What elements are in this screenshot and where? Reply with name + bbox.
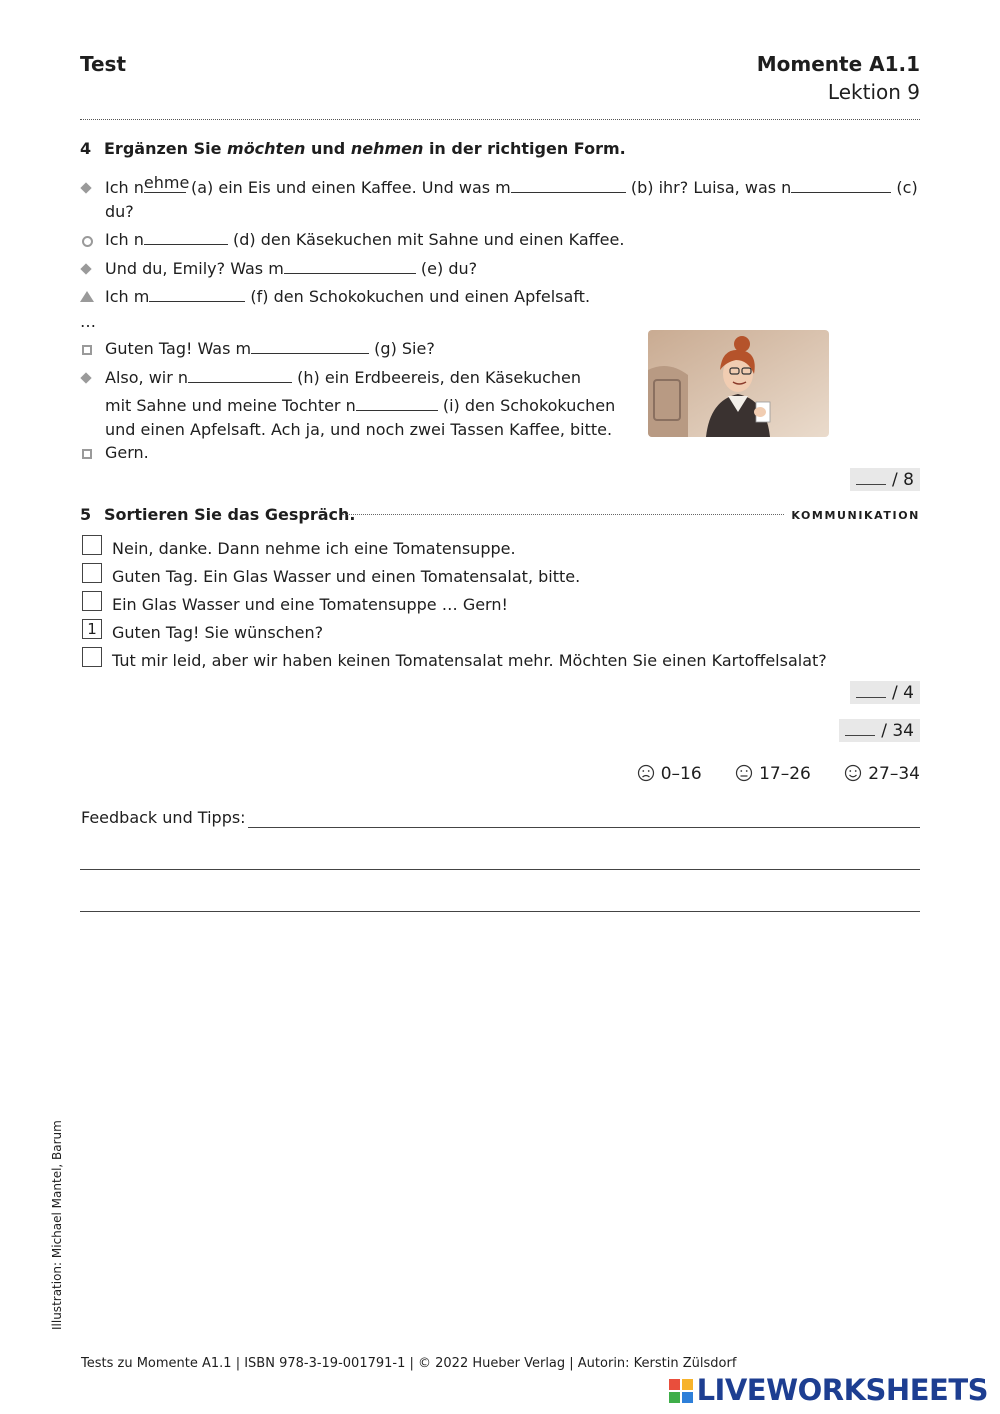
task4-title-pre: Ergänzen Sie [104,139,228,158]
line5-after: (g) Sie? [369,339,435,358]
line1-after-c: (c) [891,178,918,197]
task4-title-post: in der richtigen Form. [423,139,626,158]
blank-h-input[interactable] [188,368,292,383]
lesson-title: Lektion 9 [827,80,920,104]
ellipsis: … [80,312,96,331]
task4-title [80,139,626,158]
order-box-1[interactable] [82,535,102,555]
waitress-illustration [648,330,829,437]
task5-number: 5 [80,505,92,524]
dialog-line-8: und einen Apfelsaft. Ach ja, und noch zwei Tassen Kaffee, bitte. [105,420,613,439]
test-label: Test [80,52,127,76]
task5-dot-leader [342,514,784,515]
feedback-line-1[interactable] [248,827,920,828]
dialog-line-3 [105,259,477,278]
task4-score [850,468,920,491]
diamond-marker-icon [80,263,91,274]
dialog-line-2 [105,230,624,249]
waitress-illustration-svg [648,330,829,437]
rating-happy [844,764,920,784]
blank-i-input[interactable] [356,396,438,411]
sad-face-icon [637,764,655,782]
line7-prefix: mit Sahne und meine Tochter n [105,396,356,415]
blank-a-answer: ehme [143,173,190,192]
line3-prefix: Und du, Emily? Was m [105,259,284,278]
total-score [839,719,920,742]
task4-score-input[interactable] [856,469,886,485]
square-marker-icon [82,449,92,459]
line6-prefix: Also, wir n [105,368,189,387]
dialog-line-7 [105,396,615,415]
rating-scale [609,764,920,784]
category-label: KOMMUNIKATION [791,509,920,522]
order-box-3[interactable] [82,591,102,611]
line3-after: (e) du? [415,259,478,278]
circle-marker-icon [82,236,93,247]
task5-title-text: Sortieren Sie das Gespräch. [104,505,356,524]
dialog-line-1 [105,173,918,197]
line1-prefix: Ich n [105,178,144,197]
task4-title-mid: und [305,139,351,158]
blank-d-input[interactable] [144,230,228,245]
dialog-line-5 [105,339,435,358]
order-box-5[interactable] [82,647,102,667]
total-score-input[interactable] [845,720,875,736]
rating-sad-range: 0–16 [660,764,702,784]
feedback-line-2[interactable] [80,869,920,870]
blank-f-input[interactable] [149,287,245,302]
rating-happy-range: 27–34 [868,764,920,784]
dialog-line-4 [105,287,590,306]
rating-neutral [735,764,811,784]
square-marker-icon [82,345,92,355]
line2-after: (d) den Käsekuchen mit Sahne und einen Kaffee. [227,230,625,249]
liveworksheets-logo [669,1373,988,1410]
header-right [757,52,920,104]
line5-prefix: Guten Tag! Was m [105,339,252,358]
line7-after: (i) den Schokokuchen [437,396,616,415]
task5-score-input[interactable] [856,682,886,698]
brand-text: LIVEWORKSHEETS [696,1373,988,1407]
task4-title-word2: nehmen [350,139,424,158]
rating-sad [637,764,702,784]
dialog-option-2: Guten Tag. Ein Glas Wasser und einen Tomatensalat, bitte. [112,567,581,586]
blank-e-input[interactable] [284,259,416,274]
dialog-line-1-cont: du? [105,202,134,221]
feedback-line-3[interactable] [80,911,920,912]
task5-title [80,505,355,524]
header-divider [80,119,920,120]
line4-prefix: Ich m [105,287,150,306]
diamond-marker-icon [80,182,91,193]
order-box-4[interactable]: 1 [82,619,102,639]
neutral-face-icon [735,764,753,782]
rating-neutral-range: 17–26 [759,764,811,784]
dialog-option-3: Ein Glas Wasser und eine Tomatensuppe … Gern! [112,595,508,614]
task5-score-max: / 4 [892,683,914,703]
dialog-option-1: Nein, danke. Dann nehme ich eine Tomatensuppe. [112,539,516,558]
task4-title-word1: möchten [227,139,306,158]
series-title: Momente A1.1 [756,52,920,76]
blank-a-input[interactable] [143,173,190,193]
total-score-max: / 34 [881,721,914,741]
task4-number: 4 [80,139,92,158]
order-box-2[interactable] [82,563,102,583]
task5-score [850,681,920,704]
line1-after-a: (a) ein Eis und einen Kaffee. Und was m [185,178,511,197]
dialog-option-4: Guten Tag! Sie wünschen? [112,623,324,642]
line2-prefix: Ich n [105,230,144,249]
liveworksheets-logo-icon [669,1376,693,1410]
blank-g-input[interactable] [251,339,369,354]
footer-citation: Tests zu Momente A1.1 | ISBN 978-3-19-001791-1 | © 2022 Hueber Verlag | Autorin: Kerstin Zülsdorf [81,1356,737,1371]
line4-after: (f) den Schokokuchen und einen Apfelsaft. [245,287,591,306]
diamond-marker-icon [80,372,91,383]
illustration-credit: Illustration: Michael Mantel, Barum [50,1120,64,1330]
dialog-option-5: Tut mir leid, aber wir haben keinen Tomatensalat mehr. Möchten Sie einen Kartoffelsalat? [112,651,827,670]
task4-score-max: / 8 [892,470,914,490]
feedback-label: Feedback und Tipps: [81,808,246,827]
happy-face-icon [844,764,862,782]
dialog-line-6 [105,368,581,387]
dialog-line-9: Gern. [105,443,149,462]
line6-after: (h) ein Erdbeereis, den Käsekuchen [292,368,582,387]
triangle-marker-icon [80,291,94,302]
blank-c-input[interactable] [791,178,891,193]
line1-after-b: (b) ihr? Luisa, was n [625,178,792,197]
blank-b-input[interactable] [511,178,626,193]
